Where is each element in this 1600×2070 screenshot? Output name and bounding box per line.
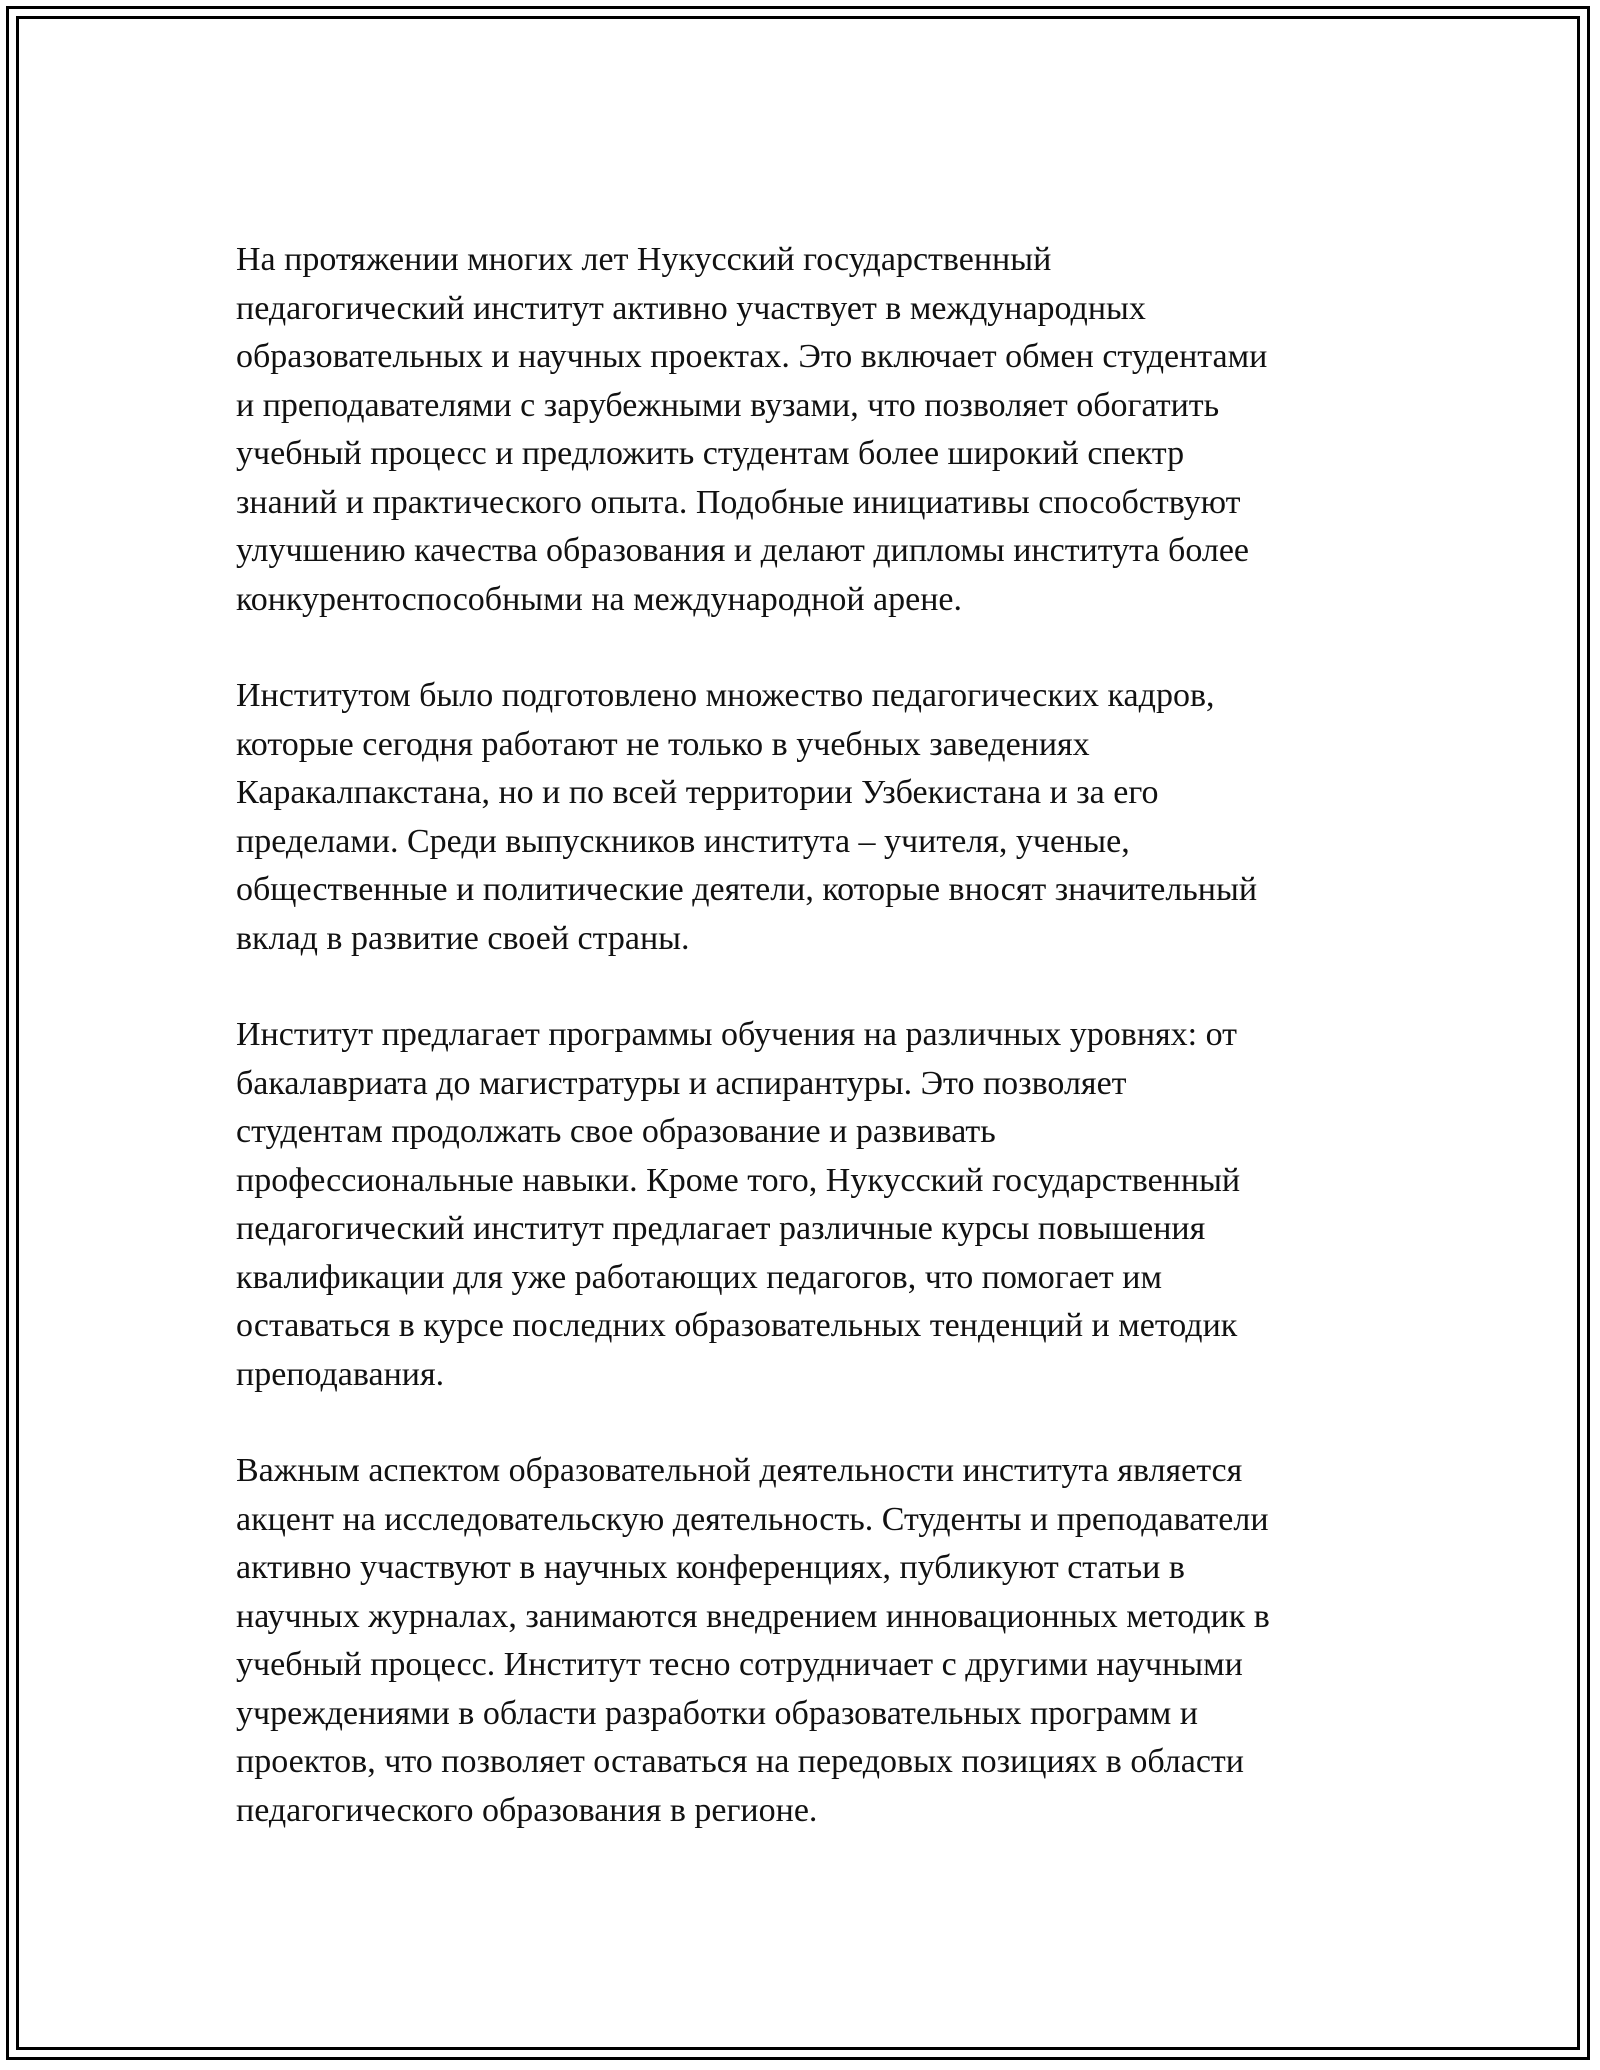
paragraph-international-projects: На протяжении многих лет Нукусский государственный педагогический институт активно участвует в международных образовательных и научных проектах. Это включает обмен студентами и преподавателями с зарубежными вузами, что позволяет обогатить учебный процесс и предложить студентам более широкий спектр знаний и практического опыта. Подобные инициативы способствуют улучшению качества образования и делают дипломы института более конкурентоспособными на международной арене. <box>236 241 1268 618</box>
paragraph-graduates: Институтом было подготовлено множество педагогических кадров, которые сегодня работают не только в учебных заведениях Каракалпакстана, но и по всей территории Узбекистана и за его пределами. Среди выпускников института – учителя, ученые, общественные и политические деятели, которые вносят значительный вклад в развитие своей страны. <box>236 677 1258 957</box>
paragraph-study-programs: Институт предлагает программы обучения на различных уровнях: от бакалавриата до магистратуры и аспирантуры. Это позволяет студентам продолжать свое образование и развивать профессиональные навыки. Кроме того, Нукусский государственный педагогический институт предлагает различные курсы повышения квалификации для уже работающих педагогов, что помогает им оставаться в курсе последних образовательных тенденций и методик преподавания. <box>236 1016 1241 1393</box>
document-body <box>236 236 1356 1835</box>
paragraph-research-activity: Важным аспектом образовательной деятельности института является акцент на исследовательскую деятельность. Студенты и преподаватели активно участвуют в научных конференциях, публикуют статьи в научных журналах, занимаются внедрением инновационных методик в учебный процесс. Институт тесно сотрудничает с другими научными учреждениями в области разработки образовательных программ и проектов, что позволяет оставаться на передовых позициях в области педагогического образования в регионе. <box>236 1452 1270 1829</box>
